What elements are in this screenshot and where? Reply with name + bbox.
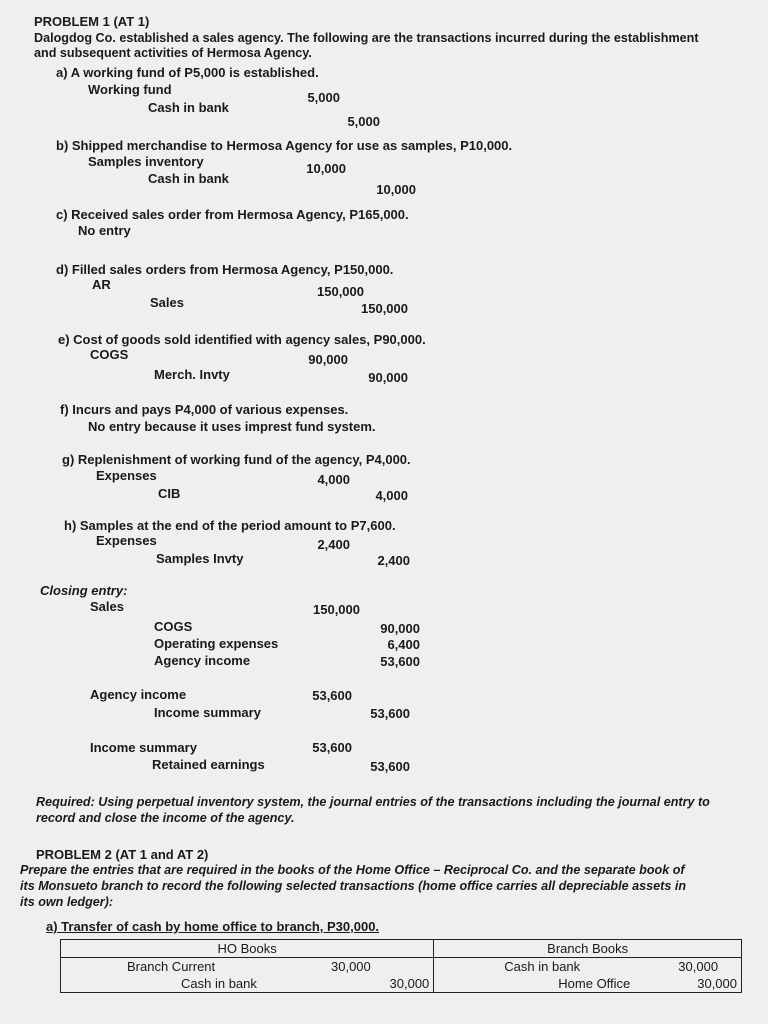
transaction-g-debit-amount: 4,000 (317, 472, 350, 487)
branch-books-header: Branch Books (434, 940, 742, 958)
ho-debit-amount: 30,000 (331, 958, 434, 976)
closing-sales-account: Sales (90, 599, 124, 614)
ho-debit-account: Branch Current (61, 958, 332, 976)
transaction-g-debit-account: Expenses (96, 468, 157, 483)
problem-1-intro-line-1: Dalogdog Co. established a sales agency. The following are the transactions incurred during the establishment (34, 31, 699, 45)
closing-2-credit-amount: 53,600 (370, 706, 410, 721)
transaction-e-description: e) Cost of goods sold identified with agency sales, P90,000. (58, 332, 426, 347)
transaction-a-credit-amount: 5,000 (347, 114, 380, 129)
branch-credit-account: Home Office (434, 975, 679, 993)
branch-credit-amount: 30,000 (678, 975, 741, 993)
closing-entry-label: Closing entry: (40, 583, 128, 598)
transaction-h-debit-amount: 2,400 (317, 537, 350, 552)
closing-3-debit-account: Income summary (90, 740, 197, 755)
transaction-e-debit-amount: 90,000 (308, 352, 348, 367)
transaction-b-description: b) Shipped merchandise to Hermosa Agency for use as samples, P10,000. (56, 138, 513, 153)
required-line-2: record and close the income of the agency. (36, 811, 295, 825)
required-line-1: Required: Using perpetual inventory system, the journal entries of the transactions including the journal entry to (36, 795, 710, 809)
closing-agency-income-account: Agency income (154, 653, 251, 668)
problem-1-intro-line-2: and subsequent activities of Hermosa Agency. (34, 46, 312, 60)
transaction-a-credit-account: Cash in bank (148, 100, 229, 115)
transaction-b-credit-amount: 10,000 (376, 182, 416, 197)
problem-2-intro-line-2: its Monsueto branch to record the following selected transactions (home office carries all depreciable assets in (20, 879, 687, 893)
transaction-h-description: h) Samples at the end of the period amount to P7,600. (64, 518, 396, 533)
closing-cogs-amount: 90,000 (380, 621, 420, 636)
transaction-e-credit-amount: 90,000 (368, 370, 408, 385)
problem-2-transaction-a-text: a) Transfer of cash by home office to branch, P30,000. (46, 919, 380, 934)
closing-3-credit-amount: 53,600 (370, 759, 410, 774)
closing-opex-account: Operating expenses (154, 636, 279, 651)
transaction-b-credit-account: Cash in bank (148, 171, 229, 186)
problem-2-intro-line-1: Prepare the entries that are required in the books of the Home Office – Reciprocal Co. and the separate book of (20, 863, 685, 877)
transaction-c-description: c) Received sales order from Hermosa Agency, P165,000. (56, 207, 409, 222)
closing-sales-amount: 150,000 (313, 602, 360, 617)
transaction-h-credit-amount: 2,400 (377, 553, 410, 568)
transaction-f-note: No entry because it uses imprest fund system. (88, 419, 376, 434)
transaction-d-description: d) Filled sales orders from Hermosa Agency, P150,000. (56, 262, 394, 277)
problem-1-title: PROBLEM 1 (AT 1) (34, 14, 150, 29)
transaction-g-credit-amount: 4,000 (375, 488, 408, 503)
transaction-a-debit-amount: 5,000 (307, 90, 340, 105)
closing-3-debit-amount: 53,600 (312, 740, 352, 755)
transaction-d-credit-amount: 150,000 (361, 301, 408, 316)
transaction-e-credit-account: Merch. Invty (154, 367, 230, 382)
problem-2-intro-line-3: its own ledger): (20, 895, 114, 909)
closing-3-credit-account: Retained earnings (152, 757, 265, 772)
transaction-d-debit-account: AR (92, 277, 111, 292)
transaction-b-debit-amount: 10,000 (306, 161, 346, 176)
problem-2-transaction-a (46, 919, 379, 934)
transaction-h-debit-account: Expenses (96, 533, 157, 548)
transaction-a-debit-account: Working fund (88, 82, 172, 97)
closing-2-debit-amount: 53,600 (312, 688, 352, 703)
transaction-d-credit-account: Sales (150, 295, 184, 310)
transaction-c-note: No entry (78, 223, 131, 238)
closing-agency-income-amount: 53,600 (380, 654, 420, 669)
ho-credit-account: Cash in bank (61, 975, 332, 993)
transaction-f-description: f) Incurs and pays P4,000 of various expenses. (60, 402, 349, 417)
closing-2-credit-account: Income summary (154, 705, 261, 720)
transaction-d-debit-amount: 150,000 (317, 284, 364, 299)
closing-opex-amount: 6,400 (387, 637, 420, 652)
transaction-g-credit-account: CIB (158, 486, 181, 501)
ho-credit-amount: 30,000 (331, 975, 434, 993)
branch-debit-account: Cash in bank (434, 958, 679, 976)
transaction-h-credit-account: Samples Invty (156, 551, 244, 566)
transaction-e-debit-account: COGS (90, 347, 129, 362)
branch-debit-amount: 30,000 (678, 958, 741, 976)
ho-branch-books-table (60, 939, 742, 993)
transaction-b-debit-account: Samples inventory (88, 154, 204, 169)
transaction-g-description: g) Replenishment of working fund of the agency, P4,000. (62, 452, 411, 467)
closing-cogs-account: COGS (154, 619, 193, 634)
ho-books-header: HO Books (61, 940, 434, 958)
closing-2-debit-account: Agency income (90, 687, 187, 702)
transaction-a-description: a) A working fund of P5,000 is established. (56, 65, 319, 80)
problem-2-title: PROBLEM 2 (AT 1 and AT 2) (36, 847, 209, 862)
